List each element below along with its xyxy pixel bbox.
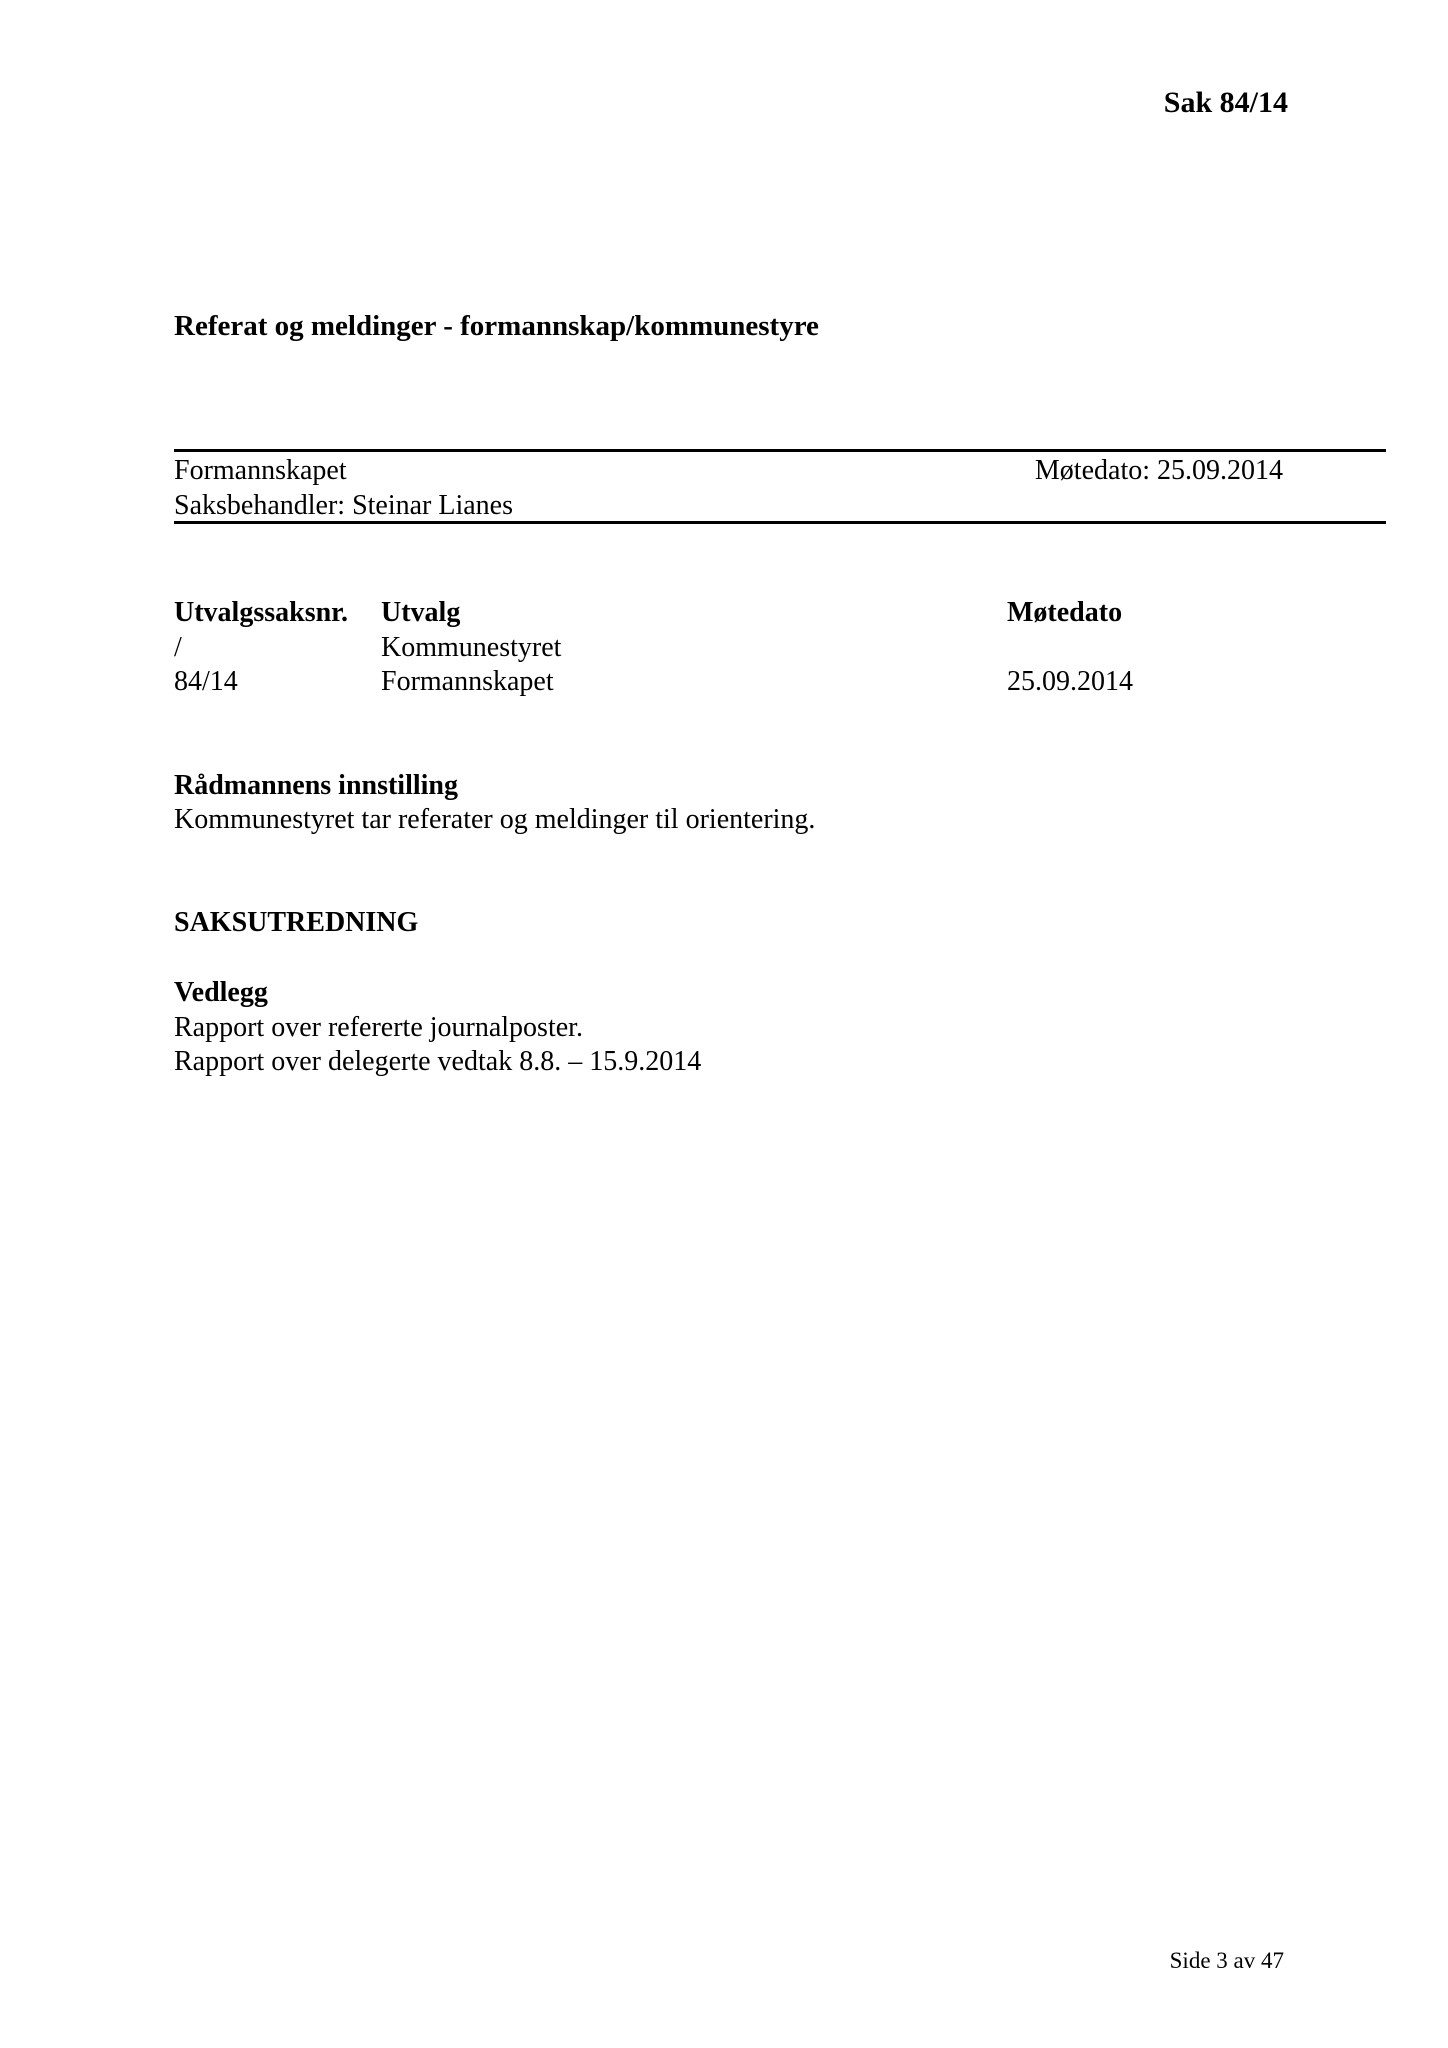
document-title: Referat og meldinger - formannskap/kommunestyre bbox=[174, 310, 819, 342]
table-header-case-number: Utvalgssaksnr. bbox=[174, 597, 349, 628]
recommendation-heading: Rådmannens innstilling bbox=[174, 770, 458, 801]
case-handler: Saksbehandler: Steinar Lianes bbox=[174, 490, 514, 521]
table-header-committee: Utvalg bbox=[381, 597, 461, 628]
table-cell: 25.09.2014 bbox=[1007, 666, 1133, 697]
list-item: Rapport over refererte journalposter. bbox=[174, 1012, 583, 1043]
attachments-heading: Vedlegg bbox=[174, 977, 268, 1008]
case-report-heading: SAKSUTREDNING bbox=[174, 907, 419, 938]
divider-bottom bbox=[174, 521, 1386, 524]
list-item: Rapport over delegerte vedtak 8.8. – 15.9.2014 bbox=[174, 1046, 702, 1077]
recommendation-text: Kommunestyret tar referater og meldinger til orientering. bbox=[174, 804, 816, 835]
divider-top bbox=[174, 449, 1386, 452]
meeting-date: Møtedato: 25.09.2014 bbox=[1034, 455, 1283, 486]
case-number-label: Sak 84/14 bbox=[1163, 86, 1288, 119]
table-cell: 84/14 bbox=[174, 666, 238, 697]
attachments-list bbox=[174, 1011, 701, 1079]
table-header-meeting-date: Møtedato bbox=[1007, 597, 1123, 628]
committee-name: Formannskapet bbox=[174, 455, 347, 486]
table-cell: Formannskapet bbox=[381, 666, 554, 697]
page-number: Side 3 av 47 bbox=[1169, 1948, 1284, 1973]
table-cell: Kommunestyret bbox=[381, 632, 562, 663]
table-cell: / bbox=[174, 632, 182, 663]
